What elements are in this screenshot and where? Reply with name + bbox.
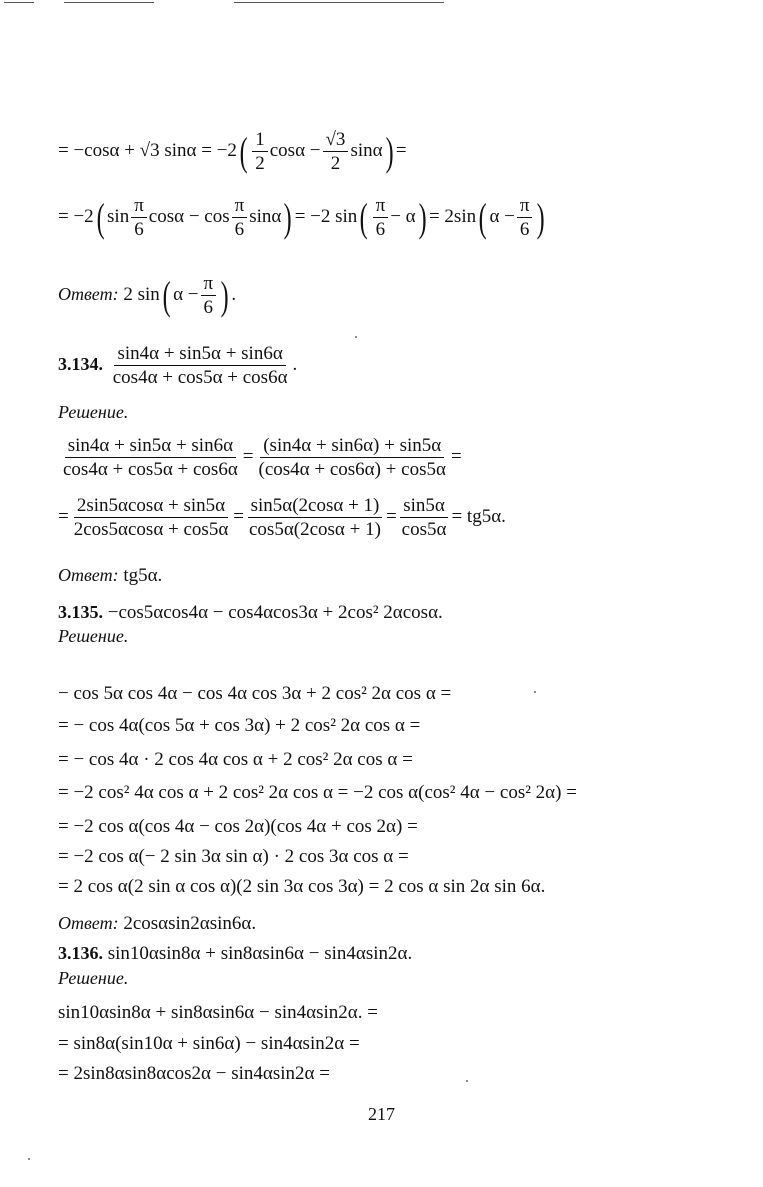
solution-line: = −2 cos² 4α cos α + 2 cos² 2α cos α = −2 cos α(cos² 4α − cos² 2α) =	[58, 782, 577, 803]
answer-line	[58, 914, 256, 933]
expr: .	[292, 353, 298, 375]
equation-line	[58, 130, 407, 173]
answer-line	[58, 274, 236, 317]
paren-close: )	[537, 194, 546, 240]
solution-line: = sin8α(sin10α + sin6α) − sin4αsin2α =	[58, 1033, 360, 1054]
expr: = −2	[58, 205, 94, 227]
denominator: 6	[234, 219, 245, 240]
paren-open: (	[162, 272, 171, 318]
numerator: π	[232, 196, 248, 218]
answer-label: Ответ:	[58, 913, 119, 933]
solution-label: Решение.	[58, 968, 129, 988]
answer-line	[58, 566, 162, 585]
answer-value: 2cosαsin2αsin6α.	[123, 913, 257, 934]
fraction	[399, 496, 450, 539]
denominator: cos4α + cos5α + cos6α	[63, 459, 238, 480]
fraction	[71, 496, 232, 539]
fraction	[246, 496, 384, 539]
numerator: sin4α + sin5α + sin6α	[114, 344, 285, 366]
problem-statement	[58, 344, 297, 387]
solution-line: = − cos 4α(cos 5α + cos 3α) + 2 cos² 2α cos α =	[58, 715, 421, 736]
expr: = −2 sin	[294, 205, 358, 227]
equation-line	[58, 436, 462, 479]
denominator: 6	[375, 219, 386, 240]
numerator: π	[373, 196, 389, 218]
paren-close: )	[220, 272, 229, 318]
numerator: π	[201, 274, 217, 296]
fraction	[131, 196, 147, 239]
paren-close: )	[284, 194, 293, 240]
expr: =	[242, 445, 254, 467]
expr: =	[385, 505, 397, 527]
scan-speck	[534, 691, 536, 693]
paren-close: )	[418, 194, 427, 240]
scan-speck	[355, 336, 357, 338]
expr: − α	[390, 205, 416, 227]
fraction	[373, 196, 389, 239]
numerator: 1	[252, 130, 268, 152]
denominator: cos5α(2cosα + 1)	[249, 519, 381, 540]
solution-label: Решение.	[58, 402, 129, 422]
expr: = tg5α.	[451, 505, 506, 527]
paren-open: (	[96, 194, 105, 240]
problem-number: 3.135.	[58, 602, 103, 622]
fraction	[323, 130, 349, 173]
denominator: 6	[203, 297, 214, 318]
numerator: sin4α + sin5α + sin6α	[65, 436, 236, 458]
expr: =	[233, 505, 244, 527]
solution-line: = − cos 4α · 2 cos 4α cos α + 2 cos² 2α cos α =	[58, 749, 413, 770]
paren-close: )	[385, 128, 394, 174]
equation-line	[58, 496, 506, 539]
equation-line	[58, 196, 548, 239]
expr: sin10αsin8α + sin8αsin6α − sin4αsin2α.	[107, 943, 413, 964]
answer-label: Ответ:	[58, 565, 119, 585]
fraction	[252, 130, 268, 173]
solution-label: Решение.	[58, 626, 129, 646]
expr: cosα −	[269, 139, 321, 161]
page-number: 217	[368, 1104, 395, 1124]
expr: α −	[489, 205, 515, 227]
answer-label: Ответ:	[58, 283, 119, 304]
paren-open: (	[239, 128, 248, 174]
numerator: sin5α(2cosα + 1)	[248, 496, 383, 518]
denominator: 6	[519, 219, 530, 240]
numerator: 2sin5αcosα + sin5α	[74, 496, 228, 518]
paren-open: (	[359, 194, 368, 240]
scan-speck	[466, 1080, 468, 1082]
solution-line: sin10αsin8α + sin8αsin6α − sin4αsin2α. =	[58, 1002, 378, 1023]
solution-line: = −2 cos α(− 2 sin 3α sin α) · 2 cos 3α cos α =	[58, 846, 409, 867]
expr: = 2sin	[428, 205, 477, 227]
denominator: 2	[255, 153, 265, 174]
fraction	[201, 274, 217, 317]
solution-line: = −2 cos α(cos 4α − cos 2α)(cos 4α + cos 2α) =	[58, 816, 418, 837]
expr: cosα − cos	[148, 205, 230, 227]
expr: =	[395, 139, 407, 161]
scan-speck	[28, 1158, 30, 1160]
denominator: 2cos5αcosα + cos5α	[73, 519, 229, 540]
denominator: 6	[134, 219, 144, 240]
fraction	[232, 196, 248, 239]
expr: sinα	[249, 205, 282, 227]
paren-open: (	[478, 194, 487, 240]
expr: −cos5αcos4α − cos4αcos3α + 2cos² 2αcosα.	[107, 602, 443, 623]
expr: =	[450, 445, 462, 467]
expr: =	[58, 505, 69, 527]
denominator: 2	[330, 153, 341, 174]
denominator: cos4α + cos5α + cos6α	[112, 367, 288, 388]
problem-statement	[58, 603, 443, 622]
numerator: π	[131, 196, 147, 218]
numerator: √3	[323, 130, 349, 152]
numerator: sin5α	[400, 496, 448, 518]
expr: = −cosα + √3 sinα = −2	[58, 139, 237, 161]
denominator: cos5α	[401, 519, 447, 540]
numerator: π	[517, 196, 533, 218]
solution-line: = 2sin8αsin8αcos2α − sin4αsin2α =	[58, 1063, 330, 1084]
fraction	[110, 344, 291, 387]
numerator: (sin4α + sin6α) + sin5α	[260, 436, 444, 458]
denominator: (cos4α + cos6α) + cos5α	[258, 459, 446, 480]
fraction	[60, 436, 241, 479]
problem-number: 3.134.	[58, 353, 103, 374]
solution-line: − cos 5α cos 4α − cos 4α cos 3α + 2 cos² 2α cos α =	[58, 683, 452, 704]
expr: sinα	[350, 139, 383, 161]
solution-line: = 2 cos α(2 sin α cos α)(2 sin 3α cos 3α) = 2 cos α sin 2α sin 6α.	[58, 876, 546, 897]
expr: sin	[107, 205, 130, 227]
problem-number: 3.136.	[58, 943, 103, 963]
problem-statement	[58, 944, 412, 963]
fraction	[517, 196, 533, 239]
expr: .	[231, 283, 237, 305]
answer-value: tg5α.	[123, 565, 163, 586]
expr: α −	[173, 283, 199, 305]
fraction	[256, 436, 449, 479]
expr: 2 sin	[123, 283, 160, 305]
